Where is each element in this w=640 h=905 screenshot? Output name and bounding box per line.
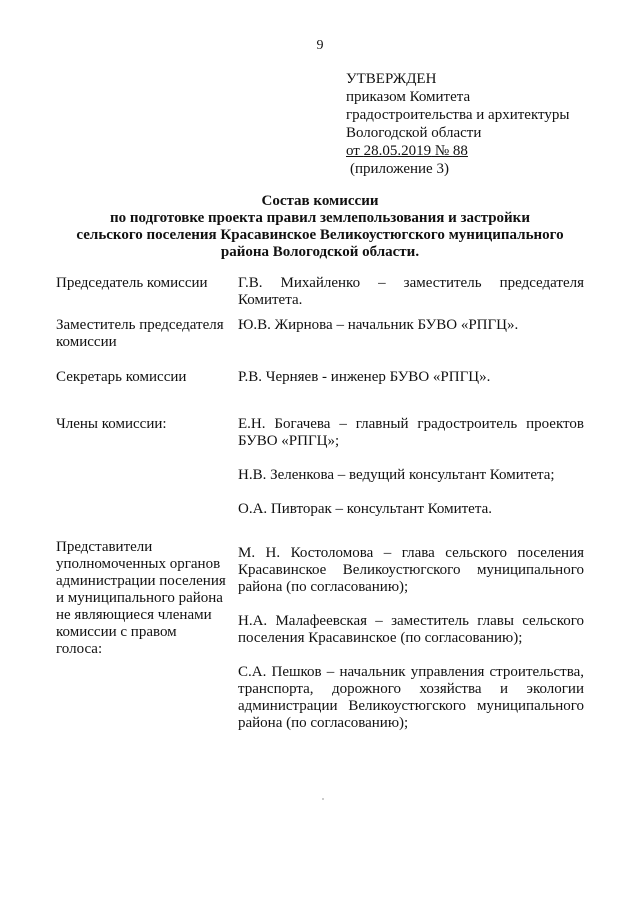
scan-artifact xyxy=(322,798,324,800)
role-label: Председатель комиссии xyxy=(56,275,208,291)
role-label: Члены комиссии: xyxy=(56,416,167,432)
approval-region: Вологодской области xyxy=(346,125,482,141)
member-list xyxy=(238,369,584,386)
member-entry: Р.В. Черняев - инженер БУВО «РПГЦ». xyxy=(238,369,491,385)
role-label: Секретарь комиссии xyxy=(56,369,187,385)
member-list xyxy=(238,416,584,518)
approval-number-prefix: № xyxy=(431,143,453,159)
approval-order: приказом Комитета xyxy=(346,89,471,105)
role-label: Представители уполномоченных органов администрации поселения и муниципального района не являющиеся членами комиссии с правом голоса: xyxy=(56,539,226,657)
member-entry: Н.А. Малафеевская – заместитель главы сельского поселения Красавинское (по согласованию); xyxy=(238,613,584,646)
approval-heading: УТВЕРЖДЕН xyxy=(346,71,437,87)
member-entry: Ю.В. Жирнова – начальник БУВО «РПГЦ». xyxy=(238,317,519,333)
document-title xyxy=(40,193,600,261)
title-line-4: района Вологодской области. xyxy=(220,244,420,260)
member-entry: Е.Н. Богачева – главный градостроитель проектов БУВО «РПГЦ»; xyxy=(238,416,584,449)
approval-stamp xyxy=(346,70,606,178)
member-list xyxy=(238,317,584,334)
member-entry: С.А. Пешков – начальник управления строительства, транспорта, дорожного хозяйства и экологии администрации Великоустюгского муниципального района (по согласованию); xyxy=(238,664,584,731)
title-line-3: сельского поселения Красавинское Великоустюгского муниципального xyxy=(76,227,564,243)
approval-date: 28.05.2019 xyxy=(363,143,432,159)
member-list xyxy=(238,275,584,309)
member-entry: Г.В. Михайленко – заместитель председателя Комитета. xyxy=(238,275,584,308)
member-entry: М. Н. Костоломова – глава сельского поселения Красавинское Великоустюгского муниципального района (по согласованию); xyxy=(238,545,584,595)
approval-appendix: (приложение 3) xyxy=(350,161,449,177)
approval-number: 88 xyxy=(452,143,468,159)
approval-committee: градостроительства и архитектуры xyxy=(346,107,570,123)
approval-date-line xyxy=(346,142,606,160)
approval-date-prefix: от xyxy=(346,143,364,159)
role-label: Заместитель председателя комиссии xyxy=(56,317,224,350)
page-number: 9 xyxy=(316,38,324,53)
title-line-2: по подготовке проекта правил землепользования и застройки xyxy=(110,210,530,226)
member-list xyxy=(238,545,584,732)
title-line-1: Состав комиссии xyxy=(261,193,379,209)
member-entry: Н.В. Зеленкова – ведущий консультант Комитета; xyxy=(238,467,555,483)
member-entry: О.А. Пивторак – консультант Комитета. xyxy=(238,501,492,517)
